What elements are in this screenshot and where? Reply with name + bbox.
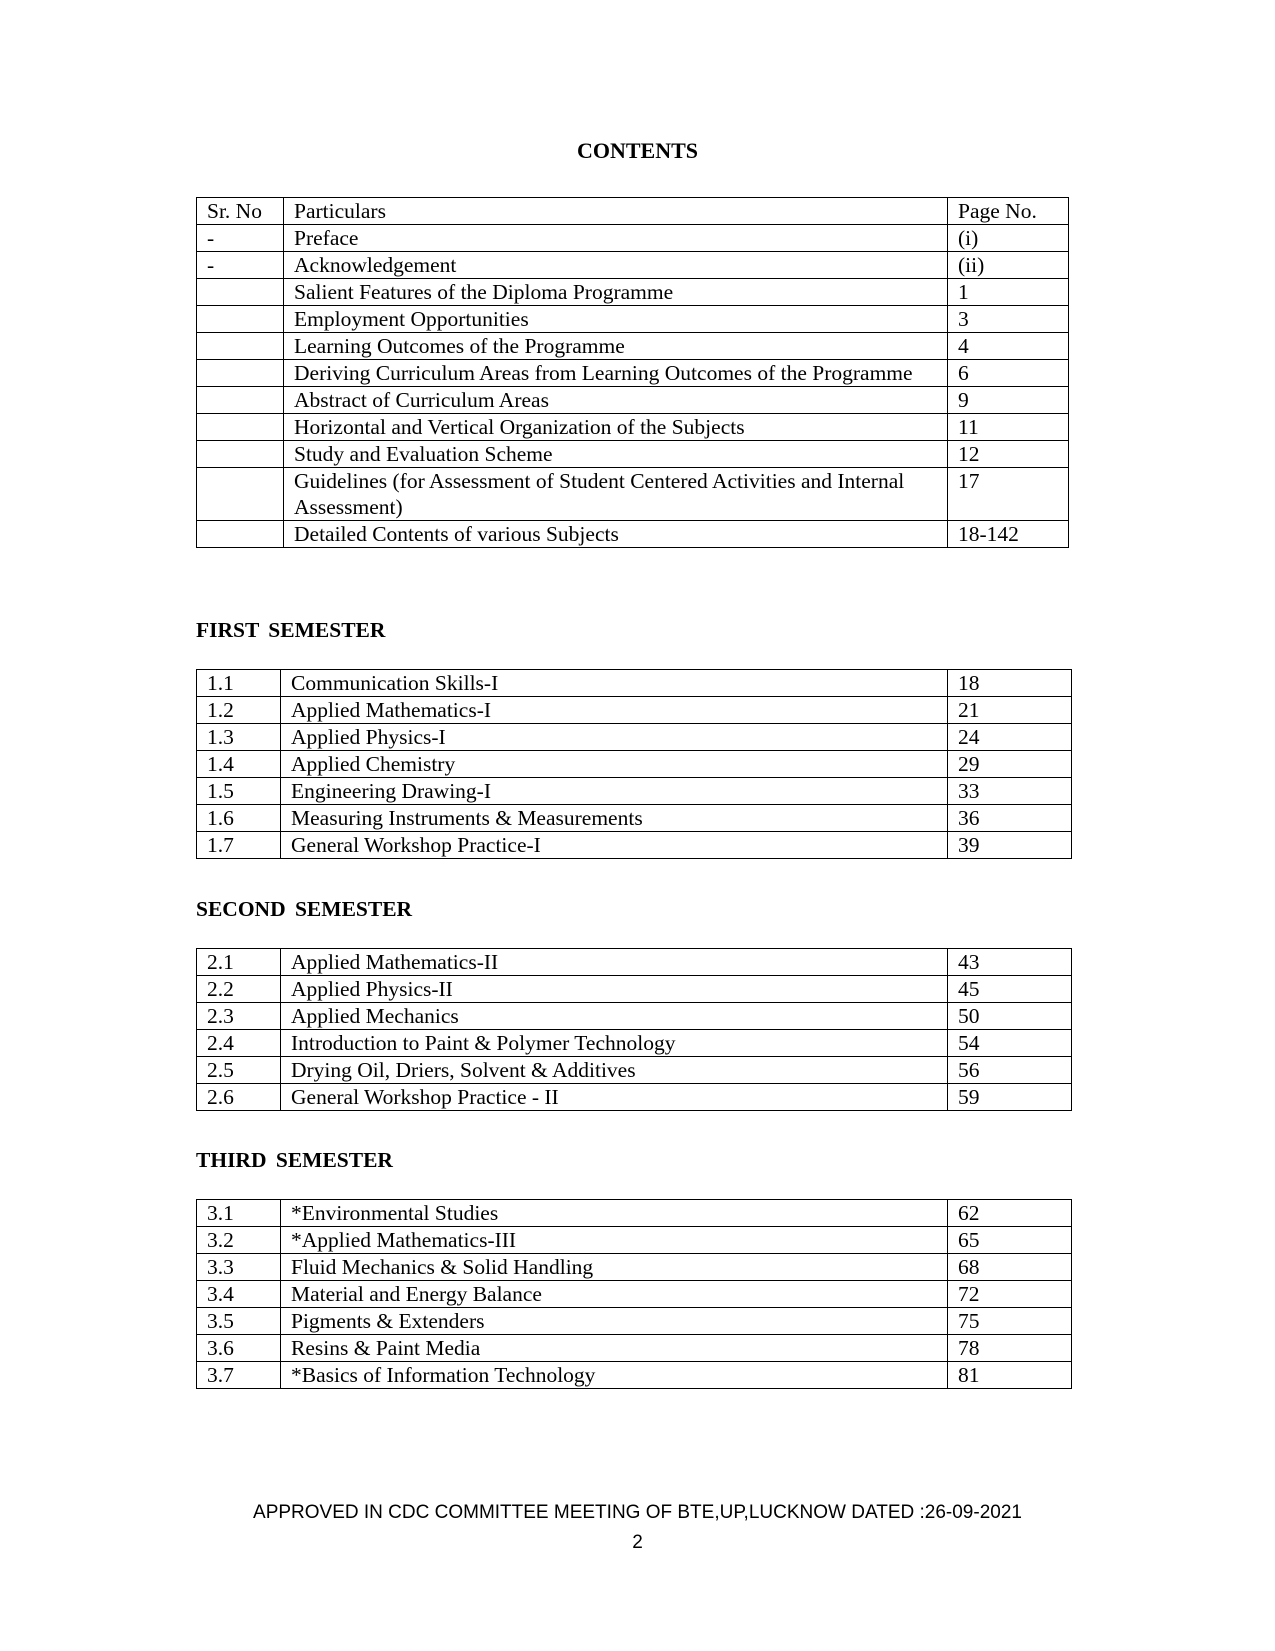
table-row xyxy=(197,468,1069,521)
table-row xyxy=(197,976,1072,1003)
subject-number-cell: 1.2 xyxy=(197,697,281,724)
subject-number-cell: 3.3 xyxy=(197,1254,281,1281)
page-no-cell: 75 xyxy=(948,1308,1072,1335)
page-no-cell: 81 xyxy=(948,1362,1072,1389)
sr-no-cell xyxy=(197,521,284,548)
particulars-cell: Study and Evaluation Scheme xyxy=(284,441,948,468)
table-row xyxy=(197,279,1069,306)
subject-name-cell: Applied Chemistry xyxy=(281,751,948,778)
third-semester-table xyxy=(196,1199,1072,1389)
page-no-cell: 78 xyxy=(948,1335,1072,1362)
particulars-cell: Employment Opportunities xyxy=(284,306,948,333)
sr-no-cell xyxy=(197,360,284,387)
table-row xyxy=(197,751,1072,778)
subject-name-cell: Pigments & Extenders xyxy=(281,1308,948,1335)
page-no-cell: 45 xyxy=(948,976,1072,1003)
first-semester-table xyxy=(196,669,1072,859)
page-no-cell: 54 xyxy=(948,1030,1072,1057)
second-semester-table xyxy=(196,948,1072,1111)
page-no-cell: 33 xyxy=(948,778,1072,805)
sr-no-cell xyxy=(197,387,284,414)
subject-number-cell: 1.7 xyxy=(197,832,281,859)
table-row xyxy=(197,306,1069,333)
page-no-cell: 59 xyxy=(948,1084,1072,1111)
page-no-cell: (ii) xyxy=(948,252,1069,279)
subject-number-cell: 2.4 xyxy=(197,1030,281,1057)
page-no-cell: 62 xyxy=(948,1200,1072,1227)
subject-number-cell: 3.2 xyxy=(197,1227,281,1254)
table-row xyxy=(197,333,1069,360)
subject-number-cell: 1.4 xyxy=(197,751,281,778)
subject-name-cell: Applied Mathematics-I xyxy=(281,697,948,724)
subject-number-cell: 2.3 xyxy=(197,1003,281,1030)
page-no-cell: 18 xyxy=(948,670,1072,697)
sr-no-cell: - xyxy=(197,252,284,279)
table-row xyxy=(197,724,1072,751)
contents-table xyxy=(196,197,1069,548)
page-no-cell: 39 xyxy=(948,832,1072,859)
page-no-cell: 9 xyxy=(948,387,1069,414)
page-no-cell: 12 xyxy=(948,441,1069,468)
second-semester-heading: SECOND SEMESTER xyxy=(196,897,413,921)
table-row xyxy=(197,387,1069,414)
table-row xyxy=(197,414,1069,441)
page-no-cell: 68 xyxy=(948,1254,1072,1281)
particulars-cell: Horizontal and Vertical Organization of the Subjects xyxy=(284,414,948,441)
table-row xyxy=(197,1084,1072,1111)
subject-number-cell: 2.2 xyxy=(197,976,281,1003)
subject-name-cell: *Applied Mathematics-III xyxy=(281,1227,948,1254)
subject-name-cell: Introduction to Paint & Polymer Technology xyxy=(281,1030,948,1057)
subject-name-cell: General Workshop Practice-I xyxy=(281,832,948,859)
table-row xyxy=(197,521,1069,548)
page-no-cell: 72 xyxy=(948,1281,1072,1308)
page-no-cell: (i) xyxy=(948,225,1069,252)
page-no-cell: 1 xyxy=(948,279,1069,306)
subject-number-cell: 1.5 xyxy=(197,778,281,805)
first-semester-heading: FIRST SEMESTER xyxy=(196,618,386,642)
table-row xyxy=(197,1308,1072,1335)
table-row xyxy=(197,360,1069,387)
subject-number-cell: 2.6 xyxy=(197,1084,281,1111)
subject-name-cell: Applied Physics-I xyxy=(281,724,948,751)
table-row xyxy=(197,1003,1072,1030)
subject-name-cell: Engineering Drawing-I xyxy=(281,778,948,805)
sr-no-cell xyxy=(197,414,284,441)
sr-no-header: Sr. No xyxy=(197,198,284,225)
approval-footer: APPROVED IN CDC COMMITTEE MEETING OF BTE,UP,LUCKNOW DATED :26-09-2021 xyxy=(253,1502,1022,1523)
page-no-cell: 56 xyxy=(948,1057,1072,1084)
subject-name-cell: Applied Mathematics-II xyxy=(281,949,948,976)
subject-name-cell: *Environmental Studies xyxy=(281,1200,948,1227)
subject-name-cell: Drying Oil, Driers, Solvent & Additives xyxy=(281,1057,948,1084)
page-no-cell: 17 xyxy=(948,468,1069,521)
page-no-cell: 11 xyxy=(948,414,1069,441)
subject-name-cell: Material and Energy Balance xyxy=(281,1281,948,1308)
table-row xyxy=(197,1362,1072,1389)
particulars-cell: Guidelines (for Assessment of Student Centered Activities and Internal Assessment) xyxy=(284,468,948,521)
sr-no-cell xyxy=(197,306,284,333)
subject-name-cell: Applied Mechanics xyxy=(281,1003,948,1030)
table-row xyxy=(197,1254,1072,1281)
page-no-cell: 4 xyxy=(948,333,1069,360)
table-row xyxy=(197,1200,1072,1227)
page-no-cell: 18-142 xyxy=(948,521,1069,548)
page-no-cell: 65 xyxy=(948,1227,1072,1254)
particulars-cell: Detailed Contents of various Subjects xyxy=(284,521,948,548)
sr-no-cell xyxy=(197,279,284,306)
subject-number-cell: 3.4 xyxy=(197,1281,281,1308)
subject-number-cell: 3.6 xyxy=(197,1335,281,1362)
table-row xyxy=(197,805,1072,832)
particulars-cell: Preface xyxy=(284,225,948,252)
sr-no-cell xyxy=(197,441,284,468)
subject-number-cell: 1.6 xyxy=(197,805,281,832)
particulars-cell: Salient Features of the Diploma Programme xyxy=(284,279,948,306)
subject-name-cell: General Workshop Practice - II xyxy=(281,1084,948,1111)
subject-number-cell: 1.1 xyxy=(197,670,281,697)
subject-name-cell: Communication Skills-I xyxy=(281,670,948,697)
subject-number-cell: 3.7 xyxy=(197,1362,281,1389)
table-row xyxy=(197,832,1072,859)
page-no-cell: 24 xyxy=(948,724,1072,751)
table-row xyxy=(197,1057,1072,1084)
particulars-cell: Deriving Curriculum Areas from Learning Outcomes of the Programme xyxy=(284,360,948,387)
subject-number-cell: 3.1 xyxy=(197,1200,281,1227)
table-row xyxy=(197,1335,1072,1362)
subject-name-cell: Resins & Paint Media xyxy=(281,1335,948,1362)
subject-name-cell: Fluid Mechanics & Solid Handling xyxy=(281,1254,948,1281)
subject-number-cell: 2.1 xyxy=(197,949,281,976)
particulars-cell: Abstract of Curriculum Areas xyxy=(284,387,948,414)
table-row xyxy=(197,778,1072,805)
subject-name-cell: Applied Physics-II xyxy=(281,976,948,1003)
particulars-cell: Acknowledgement xyxy=(284,252,948,279)
page-no-cell: 6 xyxy=(948,360,1069,387)
table-row xyxy=(197,225,1069,252)
page-no-cell: 36 xyxy=(948,805,1072,832)
subject-name-cell: Measuring Instruments & Measurements xyxy=(281,805,948,832)
subject-number-cell: 1.3 xyxy=(197,724,281,751)
contents-header-row xyxy=(197,198,1069,225)
page-no-cell: 3 xyxy=(948,306,1069,333)
table-row xyxy=(197,670,1072,697)
page-no-cell: 43 xyxy=(948,949,1072,976)
third-semester-heading: THIRD SEMESTER xyxy=(196,1148,393,1172)
sr-no-cell: - xyxy=(197,225,284,252)
subject-name-cell: *Basics of Information Technology xyxy=(281,1362,948,1389)
subject-number-cell: 2.5 xyxy=(197,1057,281,1084)
page-no-cell: 29 xyxy=(948,751,1072,778)
table-row xyxy=(197,1030,1072,1057)
page-no-cell: 21 xyxy=(948,697,1072,724)
table-row xyxy=(197,1281,1072,1308)
table-row xyxy=(197,441,1069,468)
particulars-cell: Learning Outcomes of the Programme xyxy=(284,333,948,360)
page-no-cell: 50 xyxy=(948,1003,1072,1030)
sr-no-cell xyxy=(197,468,284,521)
sr-no-cell xyxy=(197,333,284,360)
page-title: CONTENTS xyxy=(576,138,699,163)
table-row xyxy=(197,949,1072,976)
table-row xyxy=(197,1227,1072,1254)
particulars-header: Particulars xyxy=(284,198,948,225)
table-row xyxy=(197,697,1072,724)
table-row xyxy=(197,252,1069,279)
page-no-header: Page No. xyxy=(948,198,1069,225)
page-number: 2 xyxy=(632,1532,643,1553)
subject-number-cell: 3.5 xyxy=(197,1308,281,1335)
